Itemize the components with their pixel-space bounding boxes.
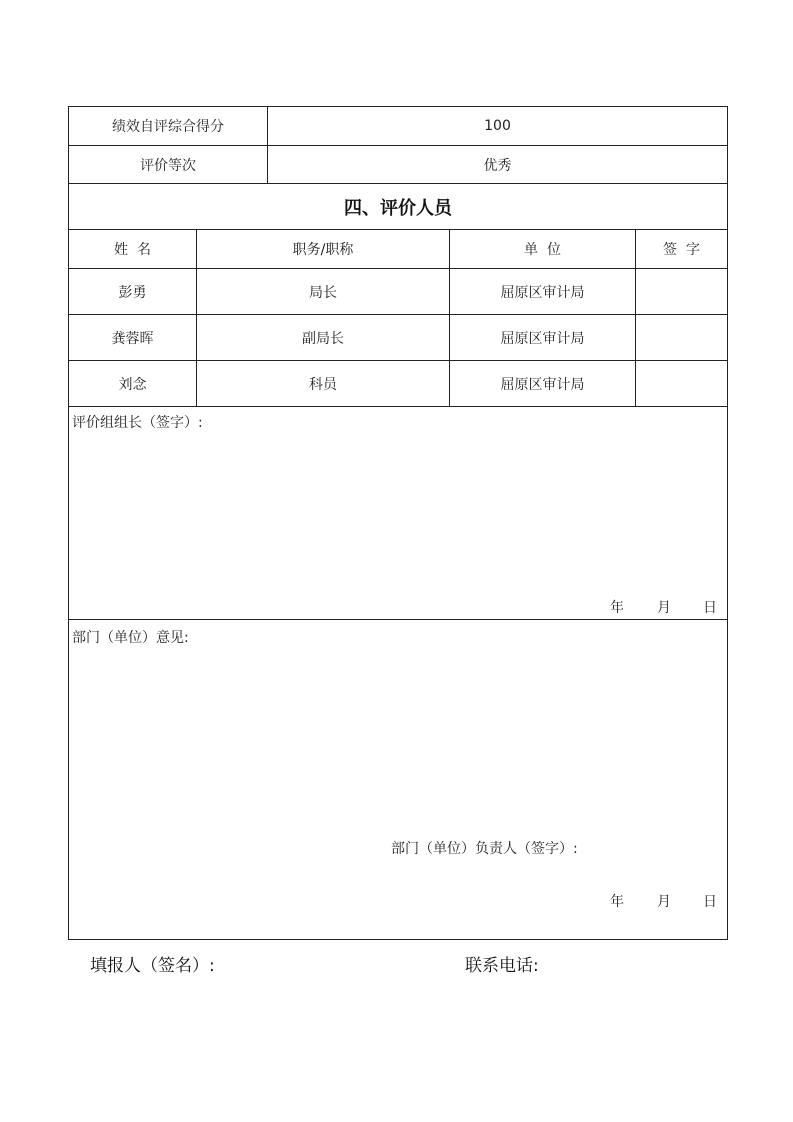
month-label: 月 (657, 600, 671, 616)
leader-signature-label: 评价组组长（签字）: (72, 415, 203, 431)
table-cell-unit: 屈原区审计局 (500, 330, 585, 347)
section-title: 四、评价人员 (344, 197, 452, 219)
table-cell-title: 副局长 (302, 330, 344, 347)
header-title: 职务/职称 (292, 242, 354, 258)
header-unit: 单 位 (524, 242, 561, 258)
day-label: 日 (703, 894, 717, 910)
table-cell-name: 彭勇 (118, 284, 147, 301)
signature-field[interactable] (636, 315, 727, 360)
grade-value: 优秀 (483, 157, 512, 174)
signature-field[interactable] (636, 269, 727, 314)
table-cell-unit: 屈原区审计局 (500, 284, 585, 301)
score-label: 绩效自评综合得分 (112, 119, 224, 135)
row-divider (69, 406, 727, 407)
contact-phone-label: 联系电话: (465, 956, 539, 976)
dept-opinion-label: 部门（单位）意见: (72, 630, 189, 646)
header-signature: 签 字 (663, 242, 700, 258)
filler-signature-label: 填报人（签名）: (90, 956, 215, 976)
month-label: 月 (657, 894, 671, 910)
table-cell-name: 龚蓉晖 (111, 330, 154, 347)
table-cell-name: 刘念 (118, 376, 147, 393)
table-cell-title: 局长 (309, 284, 337, 301)
signature-field[interactable] (636, 361, 727, 406)
dept-responsible-label: 部门（单位）负责人（签字）: (391, 841, 578, 857)
day-label: 日 (703, 600, 717, 616)
table-cell-title: 科员 (309, 376, 337, 393)
grade-label: 评价等次 (140, 157, 196, 174)
row-divider (69, 619, 727, 620)
year-label: 年 (610, 600, 624, 616)
table-cell-unit: 屈原区审计局 (500, 376, 585, 393)
year-label: 年 (610, 894, 624, 910)
evaluation-form (68, 106, 728, 940)
score-value: 100 (484, 118, 511, 134)
header-name: 姓 名 (114, 242, 151, 258)
